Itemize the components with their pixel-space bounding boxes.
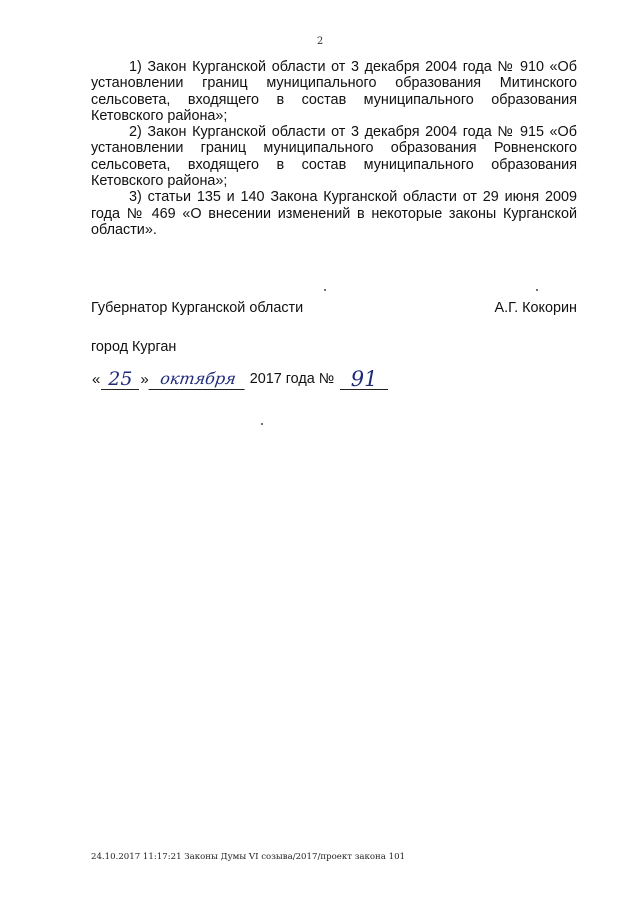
list-item: 2) Закон Курганской области от 3 декабря 2004 года № 915 «Об установлении границ муниципального образования Ровненского сельсовета, входящего в состав муниципального образования Кетовского района»; (91, 124, 577, 190)
footer-path: 24.10.2017 11:17:21 Законы Думы VI созыва/2017/проект закона 101 (91, 852, 406, 862)
handwritten-month: октября (148, 369, 247, 390)
document-body (91, 59, 577, 238)
open-quote: « (92, 371, 101, 388)
signature-block (91, 300, 577, 317)
stray-dot (261, 423, 263, 425)
stray-dot (536, 289, 538, 291)
page-number: 2 (316, 36, 324, 47)
date-line (91, 362, 388, 390)
handwritten-day: 25 (101, 369, 139, 390)
handwritten-number: 91 (340, 369, 388, 390)
year-text: 2017 года № (249, 371, 335, 387)
close-quote: » (140, 371, 149, 388)
signatory-position: Губернатор Курганской области (91, 300, 304, 316)
list-item: 1) Закон Курганской области от 3 декабря 2004 года № 910 «Об установлении границ муниципального образования Митинского сельсовета, входящего в состав муниципального образования Кетовского района»; (91, 59, 577, 124)
signatory-name: А.Г. Кокорин (494, 300, 577, 316)
city-line: город Курган (91, 339, 177, 355)
list-item: 3) статьи 135 и 140 Закона Курганской области от 29 июня 2009 года № 469 «О внесении изменений в некоторые законы Курганской области». (91, 189, 577, 238)
stray-dot (324, 289, 326, 291)
